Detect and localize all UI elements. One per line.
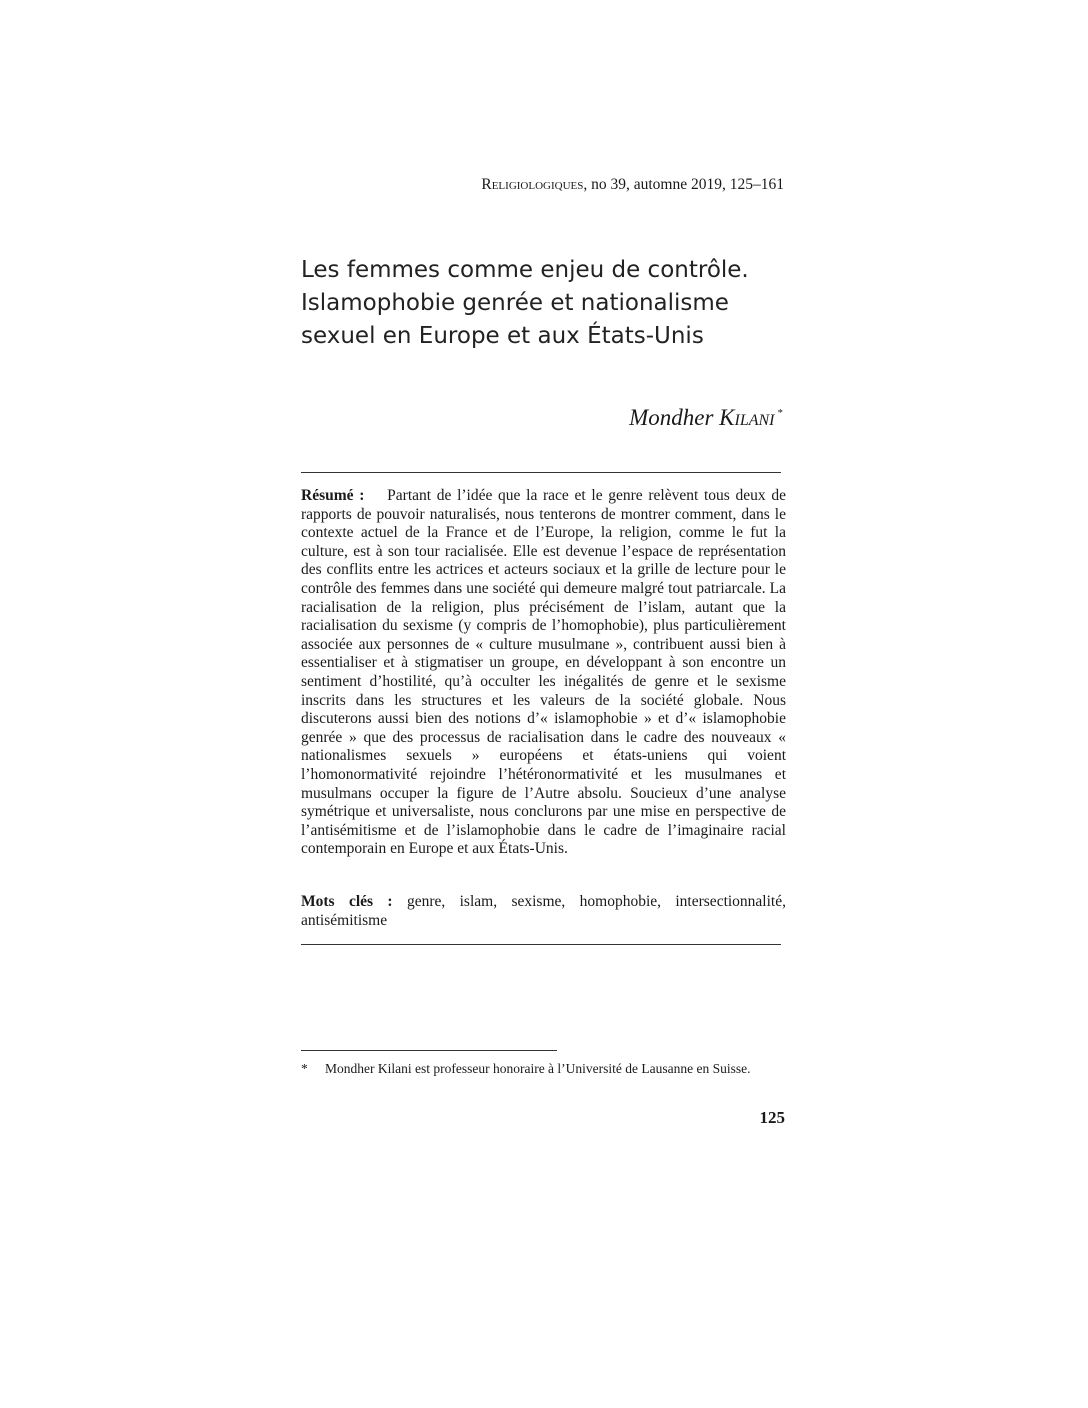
abstract-label: Résumé : [301,487,365,504]
abstract-bottom-rule [301,944,781,945]
page-number: 125 [759,1108,785,1127]
keywords-text: genre, islam, sexisme, homophobie, intersectionnalité, antisémitisme [301,893,786,929]
author-footnote-mark: * [777,407,783,419]
footnote-mark: * [301,1061,308,1076]
title-line-1: Les femmes comme enjeu de contrôle. [301,257,749,283]
journal-reference [481,176,784,194]
journal-name: Religiologiques [481,176,584,193]
title-line-3: sexuel en Europe et aux États-Unis [301,323,704,349]
footnote [301,1061,786,1077]
keywords [301,893,786,930]
abstract-top-rule [301,472,781,473]
issue-info: , no 39, automne 2019, 125–161 [583,176,784,193]
author-last-name: Kilani [719,405,775,430]
author-first-name: Mondher [629,405,714,430]
title-line-2: Islamophobie genrée et nationalisme [301,290,729,316]
abstract [301,487,786,859]
footnote-separator [301,1050,557,1051]
keywords-label: Mots clés : [301,893,393,910]
article-title [301,254,801,353]
footnote-text: Mondher Kilani est professeur honoraire à l’Université de Lausanne en Suisse. [325,1061,751,1076]
abstract-text: Partant de l’idée que la race et le genre relèvent tous deux de rapports de pouvoir naturalisés, nous tenterons de montrer comment, dans le contexte actuel de la France et de l’Europe, la religion, comme le fut la culture, est à son tour racialisée. Elle est devenue l’espace de représentation des conflits entre les actrices et acteurs sociaux et la grille de lecture pour le contrôle des femmes dans une société qui demeure malgré tout patriarcale. La racialisation de la religion, plus précisément de l’islam, autant que la racialisation du sexisme (y compris de l’homophobie), plus particulièrement associée aux personnes de « culture musulmane », contribuent aussi bien à essentialiser et à stigmatiser un groupe, en développant à son encontre un sentiment d’hostilité, qu’à occulter les inégalités de genre et le sexisme inscrits dans les structures et les valeurs de la société globale. Nous discuterons aussi bien des notions d’« islamophobie » et d’« islamophobie genrée » que des processus de racialisation dans le cadre des nouveaux « nationalismes sexuels » européens et états-uniens qui voient l’homonormativité rejoindre l’hétéronormativité et les musulmanes et musulmans occuper la figure de l’Autre absolu. Soucieux d’une analyse symétrique et universaliste, nous conclurons par une mise en perspective de l’antisémitisme et de l’islamophobie dans le cadre de l’imaginaire racial contemporain en Europe et aux États-Unis. [301,487,786,858]
author-byline [629,405,783,431]
